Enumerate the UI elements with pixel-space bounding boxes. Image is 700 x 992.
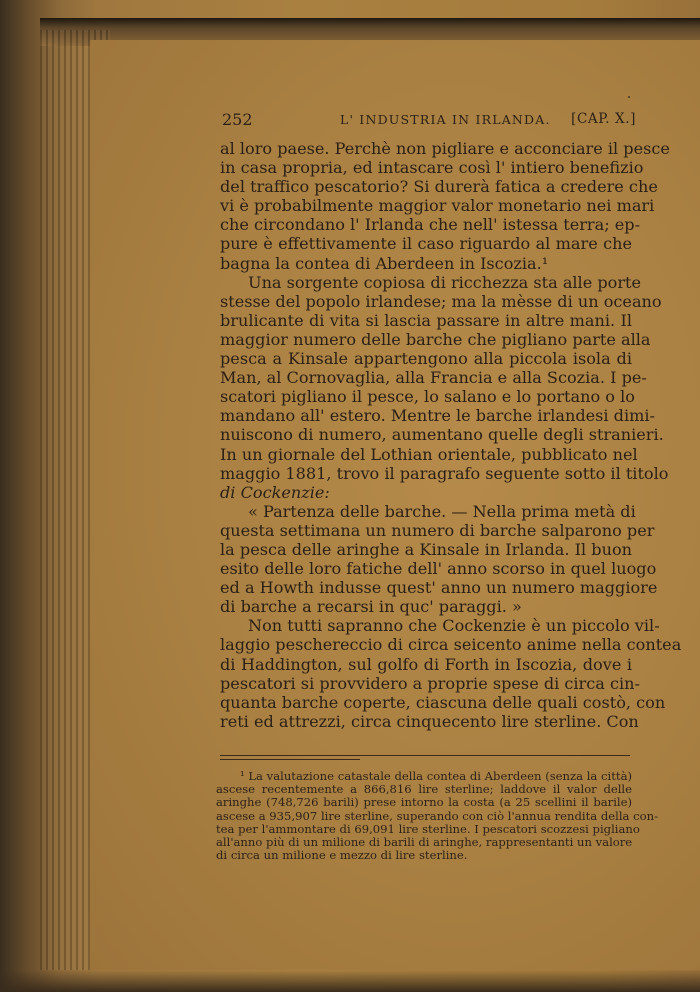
text-line: ed a Howth indusse quest' anno un numero maggiore: [220, 578, 658, 598]
text-line: pescatori si provvidero a proprie spese di circa cin-: [220, 673, 640, 693]
text-line: Una sorgente copiosa di ricchezza sta alle porte: [248, 272, 642, 292]
text-line: brulicante di vita si lascia passare in altre mani. Il: [220, 310, 632, 330]
text-line: In un giornale del Lothian orientale, pubblicato nel: [220, 444, 638, 464]
text-line: maggior numero delle barche che pigliano parte alla: [220, 329, 651, 349]
page-stack-bottom-edge: [0, 970, 700, 992]
text-line: vi è probabilmente maggior valor monetario nei mari: [220, 196, 655, 216]
text-line: pure è effettivamente il caso riguardo al mare che: [220, 234, 632, 254]
footnote-line: ascese a 935,907 lire sterline, superando con ciò l'annua rendita della con-: [216, 808, 658, 823]
chapter-label: [CAP. X.]: [571, 111, 636, 127]
text-line: pesca a Kinsale appartengono alla piccola isola di: [220, 349, 632, 369]
text-line: maggio 1881, trovo il paragrafo seguente sotto il titolo: [220, 463, 669, 483]
body-text: [220, 139, 682, 731]
footnote-rule-short: [220, 759, 360, 760]
footnote-line: ascese recentemente a 866,816 lire sterline; laddove il valor delle: [216, 782, 632, 797]
text-line: Man, al Cornovaglia, alla Francia e alla Scozia. I pe-: [220, 368, 647, 388]
footnote-line: ¹ La valutazione catastale della contea di Aberdeen (senza la città): [240, 769, 632, 783]
text-line: la pesca delle aringhe a Kinsale in Irlanda. Il buon: [220, 539, 632, 559]
text-line: bagna la contea di Aberdeen in Iscozia.¹: [220, 253, 549, 273]
footnote-line: aringhe (748,726 barili) prese intorno la costa (a 25 scellini il barile): [216, 795, 632, 810]
text-line: Non tutti sapranno che Cockenzie è un piccolo vil-: [248, 616, 660, 636]
text-line: del traffico pescatorio? Si durerà fatica a credere che: [220, 177, 658, 197]
footnote-line: di circa un milione e mezzo di lire sterline.: [216, 848, 468, 863]
text-line: stesse del popolo irlandese; ma la mèsse di un oceano: [220, 291, 662, 311]
footnote-line: tea per l'ammontare di 69,091 lire sterline. I pescatori scozzesi pigliano: [216, 821, 640, 836]
text-line: laggio peschereccio di circa seicento anime nella contea: [220, 635, 682, 655]
paper-speck: [628, 96, 630, 98]
text-line: di barche a recarsi in quc' paraggi. »: [220, 597, 522, 617]
running-title: L' INDUSTRIA IN IRLANDA.: [340, 112, 551, 127]
text-line: di Cockenzie:: [220, 482, 330, 502]
text-line: che circondano l' Irlanda che nell' istessa terra; ep-: [220, 215, 641, 235]
footnote: [216, 769, 658, 863]
text-line: questa settimana un numero di barche salparono per: [220, 520, 655, 540]
text-line: esito delle loro fatiche dell' anno scorso in quel luogo: [220, 559, 657, 579]
footnote-separator: [220, 755, 630, 761]
text-line: mandano all' estero. Mentre le barche irlandesi dimi-: [220, 406, 655, 426]
text-line: « Partenza delle barche. — Nella prima metà di: [248, 501, 636, 521]
page-number: 252: [222, 110, 253, 129]
text-line: di Haddington, sul golfo di Forth in Iscozia, dove i: [220, 654, 632, 674]
text-line: scatori pigliano il pesce, lo salano e lo portano o lo: [220, 387, 635, 407]
text-line: reti ed attrezzi, circa cinquecento lire sterline. Con: [220, 711, 639, 731]
footnote-line: all'anno più di un milione di barili di aringhe, rappresentanti un valore: [216, 834, 633, 849]
running-header: [222, 110, 636, 134]
text-line: quanta barche coperte, ciascuna delle quali costò, con: [220, 692, 666, 712]
footnote-rule: [220, 755, 630, 756]
text-line: al loro paese. Perchè non pigliare e acconciare il pesce: [220, 139, 670, 158]
text-line: nuiscono di numero, aumentano quelle degli stranieri.: [220, 425, 664, 445]
text-line: in casa propria, ed intascare così l' intiero benefizio: [220, 158, 644, 178]
